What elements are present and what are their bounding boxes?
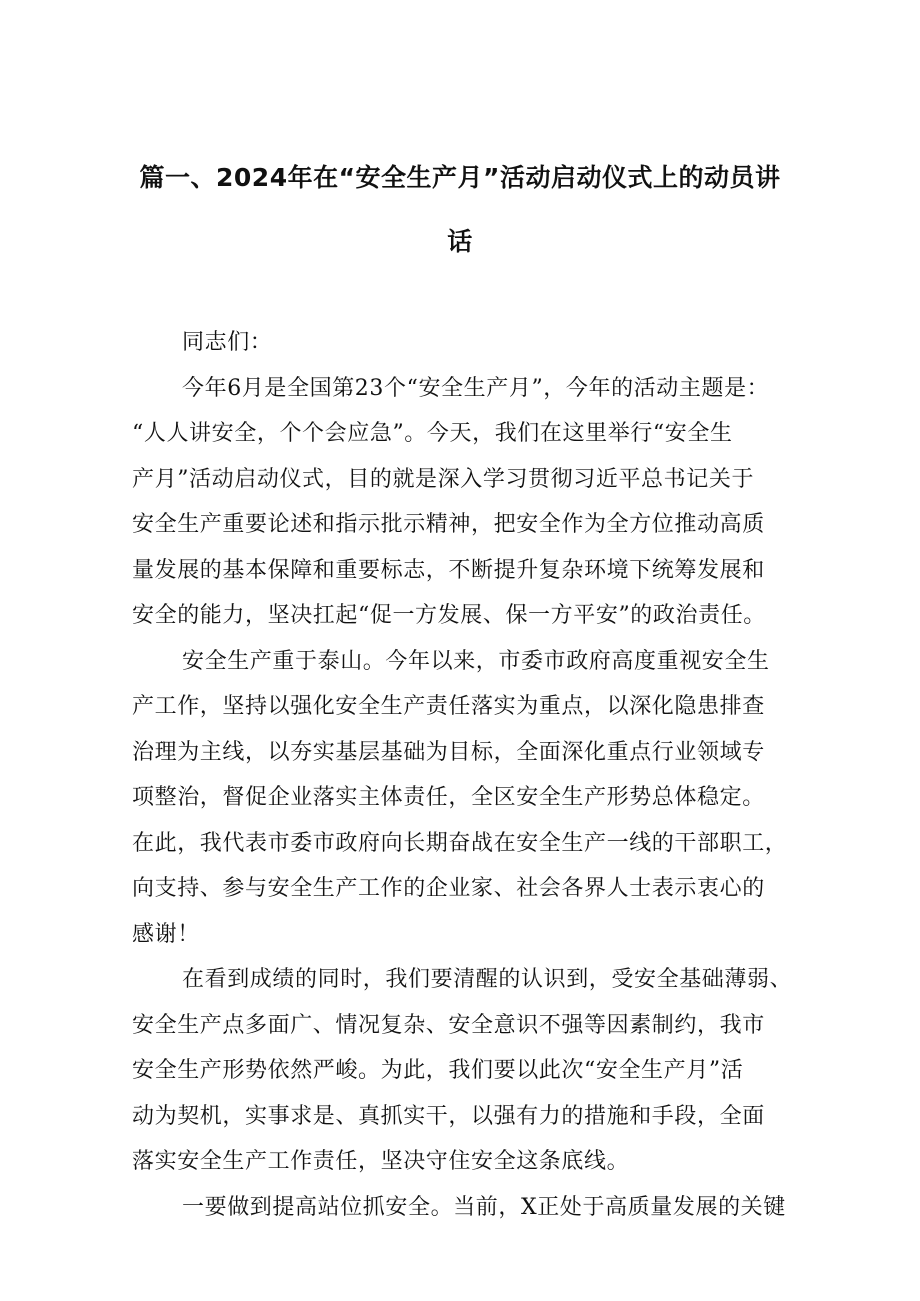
body-line: 落实安全生产工作责任，坚决守住安全这条底线。	[132, 1149, 630, 1174]
body-line: 今年6月是全国第23个“安全生产月”，今年的活动主题是：	[182, 375, 770, 401]
body-line: 在看到成绩的同时，我们要清醒的认识到，受安全基础薄弱、	[182, 967, 793, 992]
body-line: 安全生产点多面广、情况复杂、安全意识不强等因素制约，我市	[132, 1012, 765, 1038]
body-line: 在此，我代表市委市政府向长期奋战在安全生产一线的干部职工，	[132, 830, 788, 856]
body-line: “人人讲安全，个个会应急”。今天，我们在这里举行“安全生	[132, 421, 733, 446]
body-line: 向支持、参与安全生产工作的企业家、社会各界人士表示衷心的	[132, 876, 765, 901]
body-line: 安全生产重于泰山。今年以来，市委市政府高度重视安全生	[182, 648, 770, 674]
document-title-line-1: 篇一、2024年在“安全生产月”活动启动仪式上的动员讲	[139, 163, 781, 192]
body-line: 量发展的基本保障和重要标志，不断提升复杂环境下统筹发展和	[132, 557, 765, 583]
body-line: 产工作，坚持以强化安全生产责任落实为重点，以深化隐患排查	[132, 694, 765, 719]
body-line: 感谢！	[132, 921, 200, 947]
body-line: 产月”活动启动仪式，目的就是深入学习贯彻习近平总书记关于	[132, 466, 755, 492]
body-line: 安全生产重要论述和指示批示精神，把安全作为全方位推动高质	[132, 512, 765, 537]
document-body	[132, 320, 796, 1230]
body-line: 项整治，督促企业落实主体责任，全区安全生产形势总体稳定。	[132, 785, 765, 810]
body-line: 治理为主线，以夯实基层基础为目标，全面深化重点行业领域专	[132, 739, 765, 765]
body-line: 同志们：	[182, 330, 273, 355]
document-title-line-2: 话	[447, 227, 473, 256]
body-line: 安全的能力，坚决扛起“促一方发展、保一方平安”的政治责任。	[132, 603, 766, 628]
body-line: 动为契机，实事求是、真抓实干，以强有力的措施和手段，全面	[132, 1103, 765, 1129]
body-line: 安全生产形势依然严峻。为此，我们要以此次“安全生产月”活	[132, 1058, 744, 1083]
body-line: 一要做到提高站位抓安全。当前，X正处于高质量发展的关键	[182, 1194, 786, 1220]
